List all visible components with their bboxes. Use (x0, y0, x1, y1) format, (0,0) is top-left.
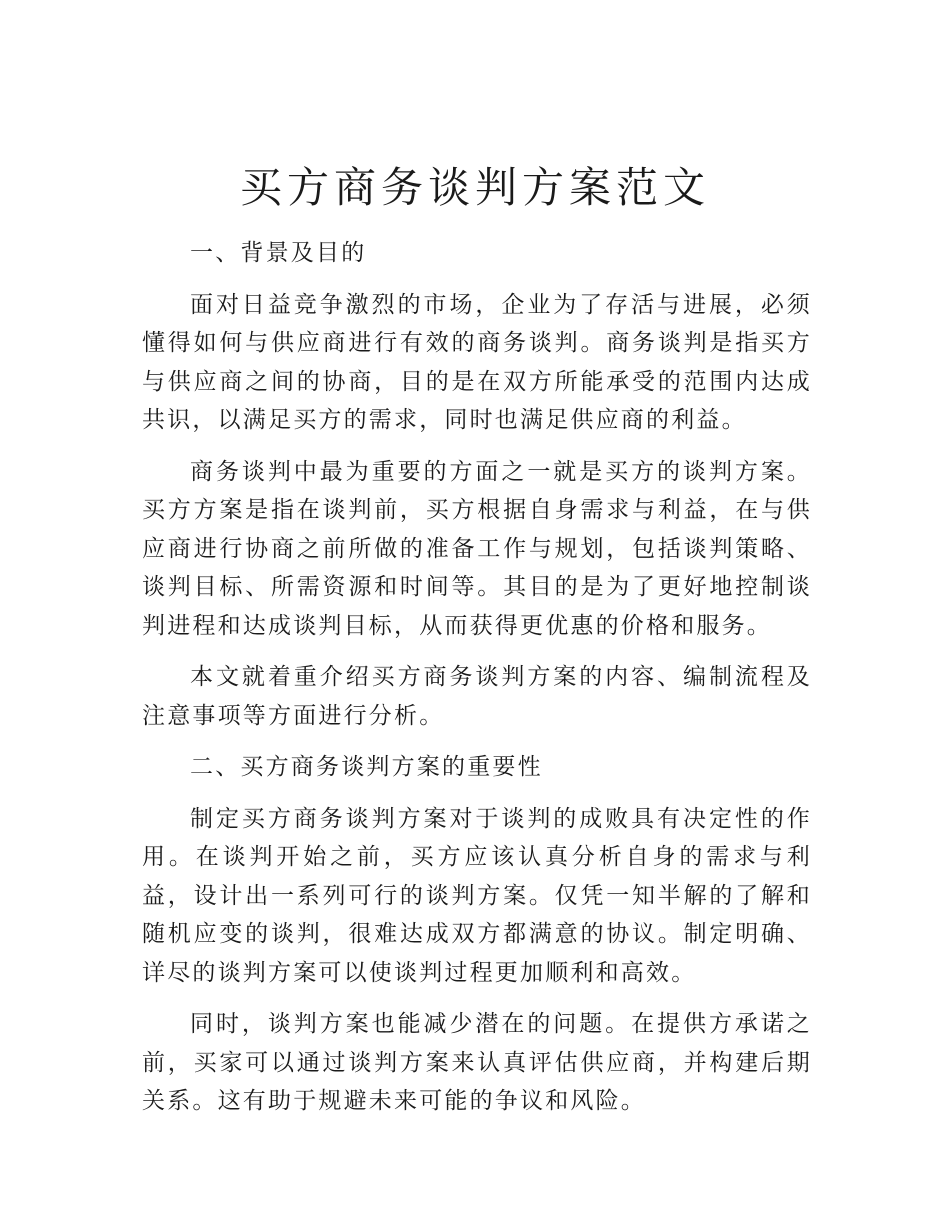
paragraph: 同时，谈判方案也能减少潜在的问题。在提供方承诺之前，买家可以通过谈判方案来认真评估供应商，并构建后期关系。这有助于规避未来可能的争议和风险。 (142, 1011, 812, 1114)
section-heading: 一、背景及目的 (190, 240, 367, 266)
paragraph: 面对日益竞争激烈的市场，企业为了存活与进展，必须懂得如何与供应商进行有效的商务谈判。商务谈判是指买方与供应商之间的协商，目的是在双方所能承受的范围内达成共识，以满足买方的需求，同时也满足供应商的利益。 (142, 291, 812, 433)
document-title: 买方商务谈判方案范文 (239, 163, 710, 212)
section-heading: 二、买方商务谈判方案的重要性 (190, 754, 543, 780)
document-body (142, 234, 812, 1134)
paragraph: 本文就着重介绍买方商务谈判方案的内容、编制流程及注意事项等方面进行分析。 (142, 664, 812, 729)
paragraph: 制定买方商务谈判方案对于谈判的成败具有决定性的作用。在谈判开始之前，买方应该认真分析自身的需求与利益，设计出一系列可行的谈判方案。仅凭一知半解的了解和随机应变的谈判，很难达成双方都满意的协议。制定明确、详尽的谈判方案可以使谈判过程更加顺利和高效。 (142, 805, 812, 986)
paragraph: 商务谈判中最为重要的方面之一就是买方的谈判方案。买方方案是指在谈判前，买方根据自身需求与利益，在与供应商进行协商之前所做的准备工作与规划，包括谈判策略、谈判目标、所需资源和时间等。其目的是为了更好地控制谈判进程和达成谈判目标，从而获得更优惠的价格和服务。 (142, 458, 812, 639)
